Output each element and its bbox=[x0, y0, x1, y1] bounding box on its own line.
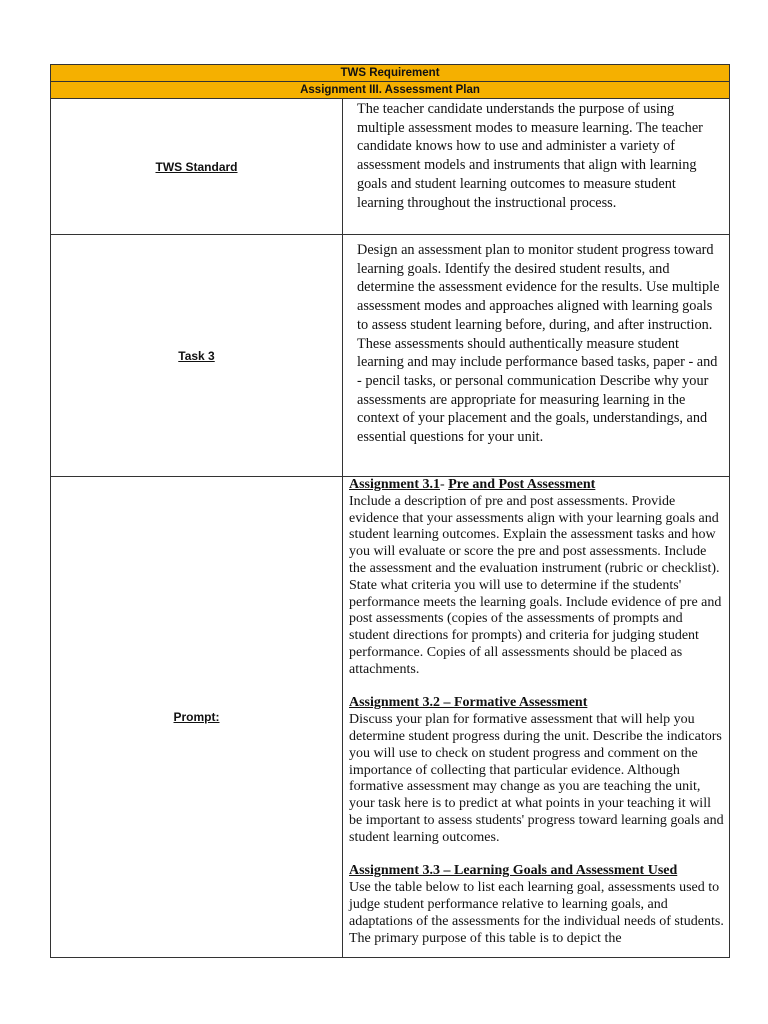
tws-standard-cell bbox=[343, 99, 730, 235]
tws-requirement-table bbox=[50, 64, 730, 958]
assignment-3-1-title: Pre and Post Assessment bbox=[448, 477, 596, 492]
assignment-3-3-heading: Assignment 3.3 – Learning Goals and Assessment Used bbox=[349, 863, 678, 879]
document-page bbox=[50, 64, 729, 958]
task-text: Design an assessment plan to monitor student progress toward learning goals. Identify the desired student results, and determine the assessment evidence for the results. Use multiple assessment modes and approaches aligned with learning goals to assess student learning before, during, and after instruction. These assessments should authentically measure student learning and may include performance based tasks, paper - and - pencil tasks, or personal communication Describe why your assessments are appropriate for measuring learning in the context of your placement and the goals, understandings, and essential questions for your unit. bbox=[357, 242, 720, 446]
task-cell bbox=[343, 235, 730, 477]
assignment-3-2-heading: Assignment 3.2 – Formative Assessment bbox=[349, 695, 588, 711]
tws-standard-text: The teacher candidate understands the purpose of using multiple assessment modes to measure learning. The teacher candidate knows how to use and administer a variety of assessment models and instruments that align with learning goals and student learning outcomes to measure student learning throughout the instructional process. bbox=[357, 101, 703, 211]
table-row-tws-standard bbox=[51, 99, 730, 235]
assignment-3-2-section bbox=[349, 695, 725, 846]
assignment-3-1-body: Include a description of pre and post assessments. Provide evidence that your assessments align with your learning goals and student learning outcomes. Explain the assessment tasks and how you will evaluate or score the pre and post assessments. Include the assessment and the evaluation instrument (rubric or checklist). State what criteria you will use to determine if the students' performance meets the learning goals. Include evidence of pre and post assessments (copies of the assessments of prompts and student directions for prompts) and criteria for judging student performance. Copies of all assessments should be placed as attachments. bbox=[349, 493, 722, 677]
assignment-3-1-section bbox=[349, 477, 725, 679]
table-header-tws-requirement: TWS Requirement bbox=[51, 65, 730, 82]
assignment-3-3-body: Use the table below to list each learning goal, assessments used to judge student performance relative to learning goals, and adaptations of the assessments for the individual needs of students. The primary purpose of this table is to depict the bbox=[349, 880, 724, 946]
tws-standard-label: TWS Standard bbox=[51, 99, 343, 235]
task-label: Task 3 bbox=[51, 235, 343, 477]
assignment-3-1-number: Assignment 3.1 bbox=[349, 477, 441, 492]
table-header-assessment-plan: Assignment III. Assessment Plan bbox=[51, 82, 730, 99]
assignment-3-1-heading bbox=[349, 477, 725, 494]
table-row-task bbox=[51, 235, 730, 477]
prompt-label: Prompt: bbox=[51, 477, 343, 958]
table-row-prompt bbox=[51, 477, 730, 958]
prompt-text bbox=[343, 477, 729, 957]
assignment-3-2-body: Discuss your plan for formative assessment that will help you determine student progress during the unit. Describe the indicators you will use to check on student progress and comment on the importance of collecting that particular evidence. Although formative assessment may change as you are teaching the unit, your task here is to predict at what points in your teaching it will be important to assess students' progress toward learning goals and student learning outcomes. bbox=[349, 712, 724, 845]
assignment-3-1-separator: - bbox=[440, 477, 449, 492]
assignment-3-3-section bbox=[349, 863, 725, 947]
prompt-cell bbox=[343, 477, 730, 958]
